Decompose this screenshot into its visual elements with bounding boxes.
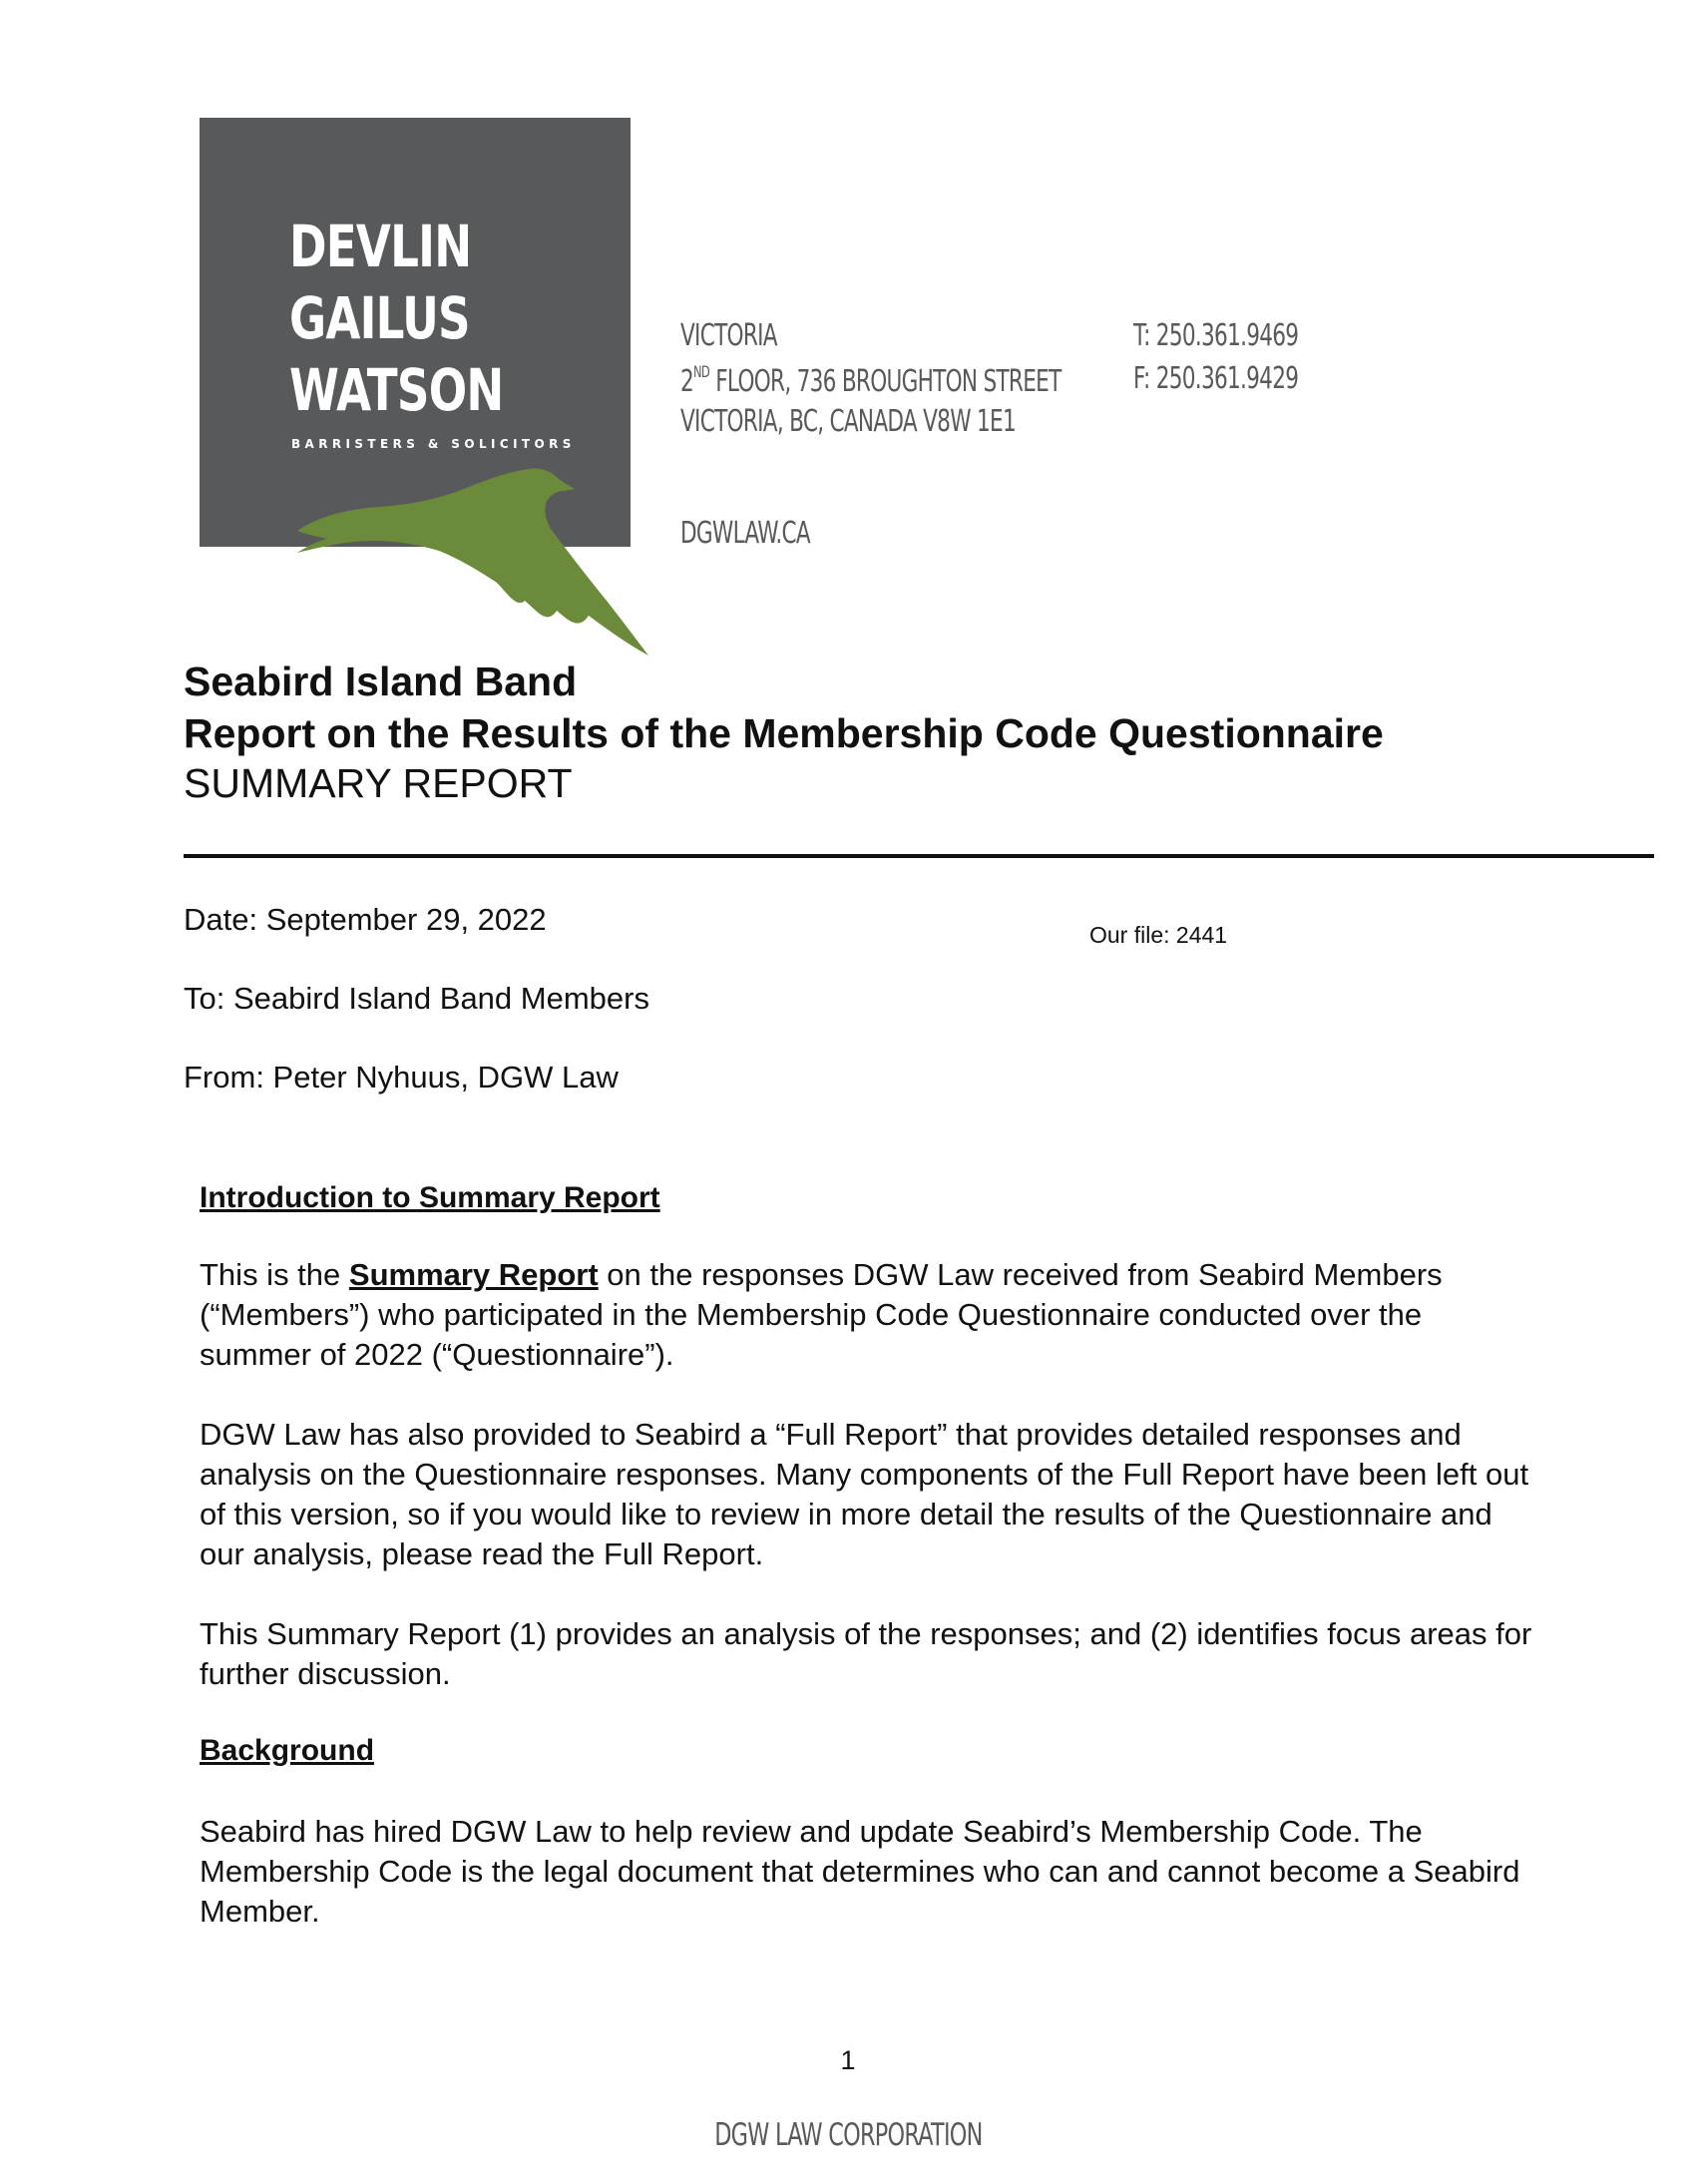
intro-paragraph-2: DGW Law has also provided to Seabird a “Full Report” that provides detailed responses and analysis on the Questionnaire responses. Many components of the Full Report have been left out of this version, so if you would like to review in more detail the results of the Questionnaire and our analysis, please read the Full Report. — [200, 1417, 1529, 1571]
logo-name-line3: WATSON — [289, 356, 504, 424]
report-subtitle: SUMMARY REPORT — [184, 760, 573, 806]
footer — [0, 2117, 1696, 2153]
memo-our-file: Our file: 2441 — [1089, 922, 1228, 948]
background-heading: Background — [200, 1734, 375, 1767]
title-divider — [184, 854, 1654, 858]
intro-paragraph-1: This is the Summary Report on the responses DGW Law received from Seabird Members (“Members”) who participated in the Membership Code Questionnaire conducted over the summer of 2022 (“Questionnaire”). — [200, 1257, 1443, 1372]
logo-name-line1: DEVLIN — [289, 213, 472, 280]
memo-date: Date: September 29, 2022 — [184, 902, 547, 937]
report-title-line1: Seabird Island Band — [184, 658, 578, 704]
report-title-line2: Report on the Results of the Membership Code Questionnaire — [184, 710, 1384, 756]
letterhead-phone: T: 250.361.9469 — [1133, 318, 1299, 353]
logo-name-line2: GAILUS — [289, 284, 470, 352]
letterhead-city: VICTORIA — [680, 318, 777, 353]
page-number: 1 — [840, 2045, 856, 2075]
memo-from: From: Peter Nyhuus, DGW Law — [184, 1060, 619, 1094]
seabird-logo-icon — [289, 461, 678, 660]
letterhead-address-line1: 2ND FLOOR, 736 BROUGHTON STREET — [680, 362, 1061, 399]
letterhead-address-line2: VICTORIA, BC, CANADA V8W 1E1 — [680, 404, 1016, 439]
footer-firm-name: DGW LAW CORPORATION — [713, 2117, 983, 2153]
background-paragraph: Seabird has hired DGW Law to help review and update Seabird’s Membership Code. The Membership Code is the legal document that determines who can and cannot become a Seabird Member. — [200, 1814, 1520, 1929]
intro-heading: Introduction to Summary Report — [200, 1181, 660, 1214]
intro-paragraph-3: This Summary Report (1) provides an analysis of the responses; and (2) identifies focus areas for further discussion. — [200, 1616, 1532, 1691]
memo-to: To: Seabird Island Band Members — [184, 981, 649, 1016]
logo-tagline: BARRISTERS & SOLICITORS — [291, 437, 576, 451]
letterhead-website: DGWLAW.CA — [680, 516, 810, 551]
letterhead-fax: F: 250.361.9429 — [1133, 361, 1299, 396]
